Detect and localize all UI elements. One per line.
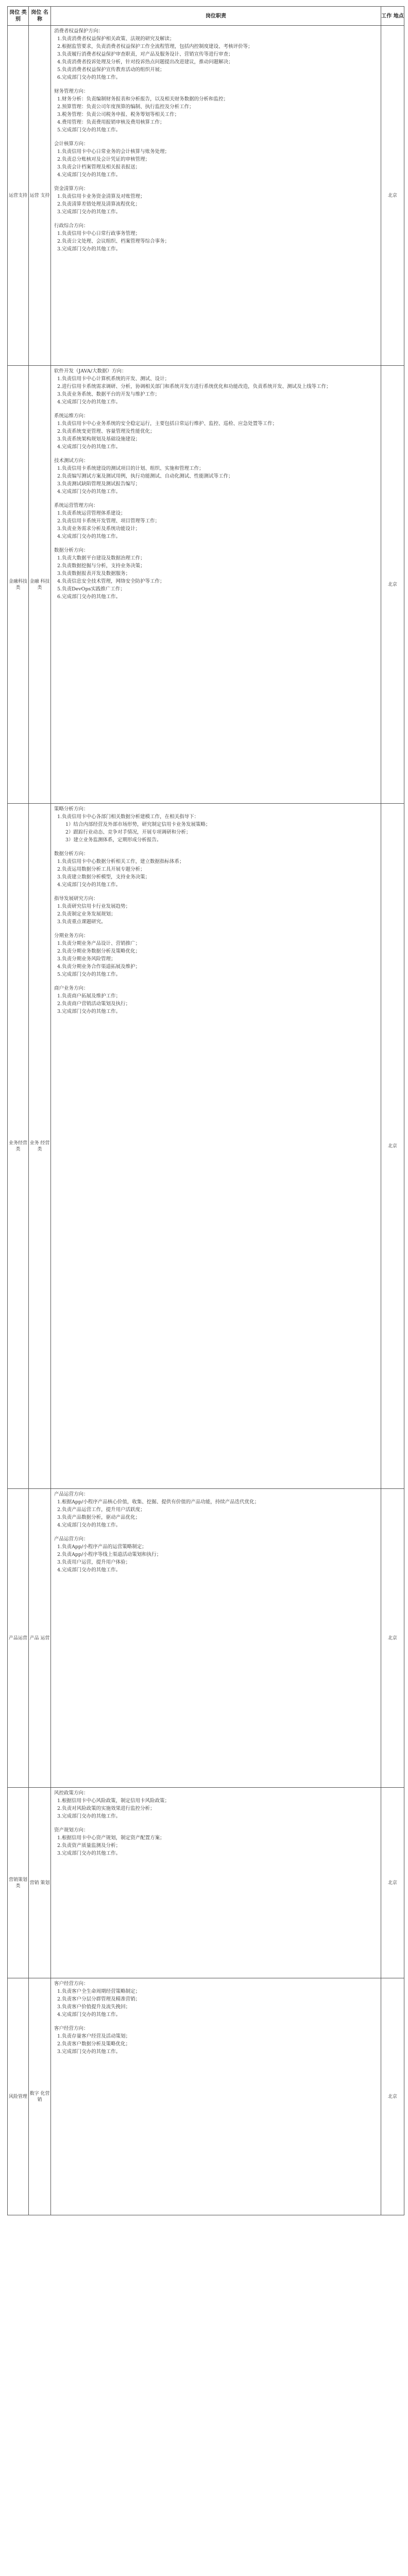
duty-line: 4.完成部门交办的其他工作。 bbox=[57, 2012, 121, 2018]
header-duty: 岗位职责 bbox=[51, 7, 381, 26]
duty-line: 5.负责消费者权益保护宣传教育活动的组织开展； bbox=[57, 67, 165, 73]
position-duties bbox=[51, 366, 381, 804]
table-row bbox=[8, 366, 404, 804]
duty-line: 2.进行信用卡系统需求调研、分析，协调相关部门和系统开发方进行系统优化和功能改造，负责系统开发、测试及上线等工作； bbox=[57, 384, 331, 389]
position-name: 数字 化营销 bbox=[29, 1978, 51, 2215]
duty-line: 4.完成部门交办的其他工作。 bbox=[57, 1522, 121, 1528]
duty-line: 1.负责存量客户经营及活动策划； bbox=[57, 2033, 131, 2039]
duty-line: 2）跟踪行业动态、竞争对手情况，开展专项调研和分析； bbox=[65, 829, 191, 835]
table-row bbox=[8, 804, 404, 1489]
duty-line: 6.完成部门交办的其他工作。 bbox=[57, 594, 121, 600]
duty-line: 1.负责信用卡业务资金清算及对账管理； bbox=[57, 194, 145, 199]
duty-line: 客户经营方向： bbox=[54, 2026, 89, 2031]
duty-line: 3.完成部门交办的其他工作。 bbox=[57, 246, 121, 252]
duty-line: 2.负责对风险政策的实施效果进行监控分析； bbox=[57, 1806, 155, 1811]
duty-line: 6.完成部门交办的其他工作。 bbox=[57, 75, 121, 80]
duty-line: 2.负责客户分层分群管理及精准营销； bbox=[57, 1996, 141, 2002]
duty-line: 4.完成部门交办的其他工作。 bbox=[57, 399, 121, 405]
duty-line: 2.负责资产质量监测及分析； bbox=[57, 1843, 121, 1849]
duty-line: 2.负责信用卡系统开发管理、项目管理等工作； bbox=[57, 518, 160, 524]
table-row bbox=[8, 1788, 404, 1978]
duty-line: 财务管理方向： bbox=[54, 89, 89, 94]
position-category: 产品运营 bbox=[8, 1489, 29, 1788]
position-duties bbox=[51, 1489, 381, 1788]
table-row bbox=[8, 1978, 404, 2215]
header-position-name: 岗位 名称 bbox=[29, 7, 51, 26]
duty-line: 3.负责履行消费者权益保护审查职责，对产品及服务设计、营销宣传等进行审查； bbox=[57, 52, 233, 57]
duty-line: 指导发展研究方向： bbox=[54, 896, 98, 902]
position-category: 运营支持 bbox=[8, 26, 29, 366]
duty-line: 4.负责分期业务合作渠道拓展及维护； bbox=[57, 964, 141, 970]
duty-line: 3.负责建立数据分析模型，支持业务决策； bbox=[57, 874, 150, 880]
duty-line: 2.预算管理：负责公司年度预算的编制、执行监控及分析工作； bbox=[57, 104, 194, 110]
duty-line: 产品运营方向： bbox=[54, 1536, 89, 1542]
duty-line: 1.负责分期业务产品设计、营销推广； bbox=[57, 941, 141, 946]
duty-line: 4.负责信息安全技术管理，网络安全防护等工作； bbox=[57, 579, 165, 584]
duty-line: 1.负责信用卡中心各部门相关数据分析建模工作，在相关指导下： bbox=[57, 814, 199, 820]
work-location: 北京 bbox=[381, 1978, 404, 2215]
duty-line: 策略分析方向： bbox=[54, 806, 89, 812]
work-location: 北京 bbox=[381, 1788, 404, 1978]
duty-line: 2.负责数据挖掘与分析，支持业务决策； bbox=[57, 563, 145, 569]
duty-line: 3.税务管理：负责公司税务申报、税务筹划等相关工作； bbox=[57, 112, 180, 117]
header-location: 工作 地点 bbox=[381, 7, 404, 26]
duty-line: 1.负责信用卡中心业务系统的安全稳定运行，主要包括日常运行维护、监控、巡检、应急处置等工作； bbox=[57, 421, 278, 427]
work-location: 北京 bbox=[381, 366, 404, 804]
duty-line: 2.负责编写测试方案及测试用例，执行功能测试、自动化测试、性能测试等工作； bbox=[57, 473, 233, 479]
header-category: 岗位 类别 bbox=[8, 7, 29, 26]
duty-line: 1.负责研究信用卡行业发展趋势； bbox=[57, 904, 131, 909]
duty-line: 数据分析方向： bbox=[54, 548, 89, 553]
duty-line: 3.负责业务系统、数据平台的开发与维护工作； bbox=[57, 392, 160, 397]
duty-line: 1.根据App/小程序产品核心价值，收集、挖掘、提供有价值的产品功能，持续产品迭代优化； bbox=[57, 1499, 260, 1505]
duty-line: 2.负责分期业务数据分析及策略优化； bbox=[57, 948, 141, 954]
duty-line: 3.完成部门交办的其他工作。 bbox=[57, 209, 121, 215]
duty-line: 4.完成部门交办的其他工作。 bbox=[57, 1567, 121, 1573]
duty-line: 4.完成部门交办的其他工作。 bbox=[57, 534, 121, 539]
position-name: 运营 支持 bbox=[29, 26, 51, 366]
duty-line: 系统运维方向： bbox=[54, 413, 89, 419]
table-row bbox=[8, 1489, 404, 1788]
duty-line: 1.负责大数据平台建设及数据治理工作； bbox=[57, 555, 145, 561]
duty-line: 系统运营管理方向： bbox=[54, 503, 98, 509]
page bbox=[7, 6, 402, 2576]
duty-line: 2.负责系统变更管理、容量管理及性能优化； bbox=[57, 429, 155, 434]
duty-line: 4.完成部门交办的其他工作。 bbox=[57, 172, 121, 178]
duty-line: 3.完成部门交办的其他工作。 bbox=[57, 1851, 121, 1856]
position-duties bbox=[51, 1788, 381, 1978]
table-row bbox=[8, 26, 404, 366]
position-name: 营销 策划 bbox=[29, 1788, 51, 1978]
duty-line: 1.负责信用卡中心日常业务的会计核算与账务处理； bbox=[57, 149, 170, 155]
duty-line: 3.负责系统架构规划及基础设施建设； bbox=[57, 436, 141, 442]
position-category: 业务经营类 bbox=[8, 804, 29, 1489]
duty-line: 2.负责制定业务发展规划； bbox=[57, 911, 116, 917]
duty-line: 2.根据监管要求，负责消费者权益保护工作全流程管理，包括内控制度建设、考核评价等； bbox=[57, 44, 253, 49]
position-category: 风险管理 bbox=[8, 1978, 29, 2215]
duty-line: 分期业务方向： bbox=[54, 933, 89, 939]
work-location: 北京 bbox=[381, 804, 404, 1489]
duty-line: 3.负责分期业务风险管理； bbox=[57, 956, 116, 962]
duty-line: 客户经营方向： bbox=[54, 1981, 89, 1987]
position-name: 产品 运营 bbox=[29, 1489, 51, 1788]
duty-line: 1.负责客户全生命周期经营策略制定； bbox=[57, 1989, 141, 1994]
position-category: 金融科技类 bbox=[8, 366, 29, 804]
duty-line: 2.负责清算差错处理及清算流程优化； bbox=[57, 201, 141, 207]
duty-line: 3.完成部门交办的其他工作。 bbox=[57, 2049, 121, 2055]
duty-line: 2.负责产品运营工作，提升用户活跃度； bbox=[57, 1507, 145, 1513]
duty-line: 技术测试方向： bbox=[54, 458, 89, 464]
duty-line: 3.负责测试缺陷管理及测试报告编写； bbox=[57, 481, 141, 487]
duty-line: 数据分析方向： bbox=[54, 851, 89, 857]
table-header-row bbox=[8, 7, 404, 26]
duty-line: 4.负责消费者投诉处理及分析，针对投诉热点问题提出改进建议，推动问题解决； bbox=[57, 59, 233, 65]
duty-line: 2.负责客户数据分析及策略优化； bbox=[57, 2041, 131, 2047]
position-name: 业务 经营类 bbox=[29, 804, 51, 1489]
duty-line: 4.费用管理：负责费用报销审核及费用核算工作； bbox=[57, 120, 165, 125]
duty-line: 2.负责App/小程序等线上渠道活动策划和执行； bbox=[57, 1552, 162, 1557]
duty-line: 1.财务分析：负责编制财务报表和分析报告，以及相关财务数据的分析和监控； bbox=[57, 96, 229, 102]
duty-line: 1.根据信用卡中心风险政策，制定信用卡风险政策； bbox=[57, 1798, 170, 1804]
duty-line: 1.负责信用卡中心日常行政事务管理； bbox=[57, 231, 141, 236]
duty-line: 3.完成部门交办的其他工作。 bbox=[57, 1814, 121, 1819]
duty-line: 3.负责重点课题研究。 bbox=[57, 919, 106, 925]
position-duties bbox=[51, 1978, 381, 2215]
duty-line: 2.负责商户营销活动策划及执行； bbox=[57, 1001, 131, 1007]
duty-line: 产品运营方向： bbox=[54, 1492, 89, 1497]
duty-line: 5.完成部门交办的其他工作。 bbox=[57, 972, 121, 977]
duty-line: 2.负责总分账核对及会计凭证的审核管理； bbox=[57, 157, 150, 162]
position-duties bbox=[51, 804, 381, 1489]
position-category: 营销策划类 bbox=[8, 1788, 29, 1978]
duty-line: 1）结合内部经营及外部市场形势，研究制定信用卡业务发展策略； bbox=[65, 822, 211, 827]
duty-line: 4.完成部门交办的其他工作。 bbox=[57, 882, 121, 888]
work-location: 北京 bbox=[381, 26, 404, 366]
duty-line: 消费者权益保护方向： bbox=[54, 28, 104, 34]
duty-line: 3）建立业务监测体系，定期形成分析报告。 bbox=[65, 837, 162, 843]
duty-line: 3.完成部门交办的其他工作。 bbox=[57, 1009, 121, 1014]
duty-line: 资金清算方向： bbox=[54, 186, 89, 192]
duty-line: 2.负责公文处理、会议组织、档案管理等综合事务； bbox=[57, 239, 170, 244]
duty-line: 4.完成部门交办的其他工作。 bbox=[57, 444, 121, 450]
position-name: 金融 科技类 bbox=[29, 366, 51, 804]
duty-line: 3.负责会计档案管理及相关报表报送； bbox=[57, 164, 141, 170]
duty-line: 1.负责App/小程序产品的运营策略制定； bbox=[57, 1544, 147, 1550]
duty-line: 1.负责消费者权益保护相关政策、法规的研究及解读； bbox=[57, 36, 175, 42]
duty-line: 1.根据信用卡中心资产规划，制定资产配置方案； bbox=[57, 1835, 165, 1841]
duty-line: 风控政策方向： bbox=[54, 1790, 89, 1796]
duty-line: 4.完成部门交办的其他工作。 bbox=[57, 489, 121, 495]
duty-line: 1.负责信用卡系统建设的测试项目的计划、组织、实施和管理工作； bbox=[57, 466, 204, 471]
duty-line: 3.负责客户价值提升及流失挽回； bbox=[57, 2004, 131, 2010]
duty-line: 1.负责信用卡中心数据分析相关工作，建立数据指标体系； bbox=[57, 859, 184, 865]
position-duties bbox=[51, 26, 381, 366]
duty-line: 5.负责DevOps实践推广工作； bbox=[57, 586, 125, 592]
duty-line: 5.完成部门交办的其他工作。 bbox=[57, 127, 121, 133]
duty-line: 3.负责业务需求分析及系统功能设计； bbox=[57, 526, 141, 532]
duty-line: 资产规划方向： bbox=[54, 1827, 89, 1833]
table-body bbox=[8, 26, 404, 2215]
duty-line: 3.负责数据报表开发及数据服务； bbox=[57, 571, 131, 577]
work-location: 北京 bbox=[381, 1489, 404, 1788]
duty-line: 1.负责商户拓展及维护工作； bbox=[57, 993, 121, 999]
job-duty-table bbox=[7, 6, 404, 2215]
duty-line: 3.负责产品数据分析，驱动产品优化； bbox=[57, 1515, 141, 1520]
duty-line: 行政综合方向： bbox=[54, 223, 89, 229]
duty-line: 2.负责运用数据分析工具开展专题分析； bbox=[57, 867, 145, 872]
duty-line: 商户业务方向： bbox=[54, 986, 89, 991]
duty-line: 会计核算方向： bbox=[54, 141, 89, 147]
duty-line: 3.负责用户运营，提升用户体验； bbox=[57, 1560, 131, 1565]
duty-line: 软件开发（JAVA/大数据）方向： bbox=[54, 368, 127, 374]
duty-line: 1.负责信用卡中心计算机系统的开发、测试、设计； bbox=[57, 376, 170, 382]
duty-line: 1.负责系统运营管理体系建设； bbox=[57, 511, 126, 516]
